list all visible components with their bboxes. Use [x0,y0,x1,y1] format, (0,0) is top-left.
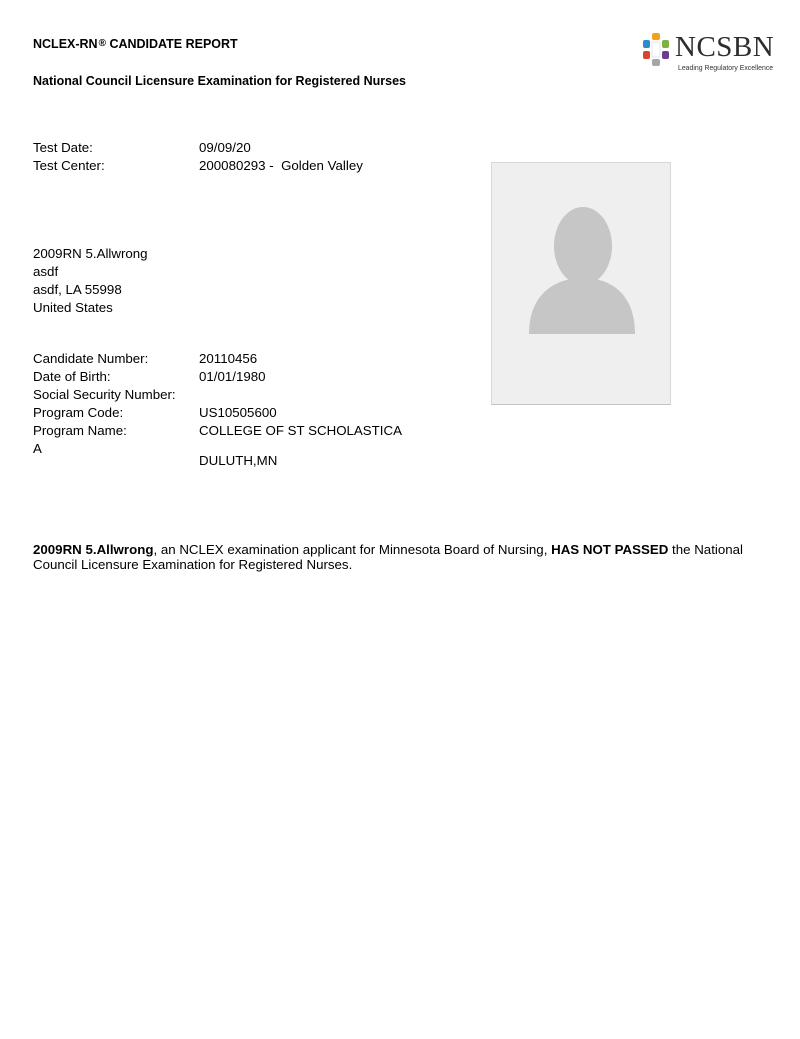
test-center-label: Test Center: [33,158,105,173]
address-line1: asdf [33,264,59,279]
test-date-label: Test Date: [33,140,93,155]
test-date-value: 09/09/20 [199,140,251,155]
program-name-wrap: A [33,441,42,456]
candidate-number-value: 20110456 [199,351,258,366]
program-city-value: DULUTH,MN [199,453,278,468]
report-title [33,37,238,51]
ssn-label: Social Security Number: [33,387,176,402]
address-country: United States [33,300,113,315]
report-title-exam: NCLEX-RN [33,37,98,51]
ncsbn-emblem-icon [640,31,672,71]
program-name-value: COLLEGE OF ST SCHOLASTICA [199,423,402,438]
test-center-value: 200080293 - Golden Valley [199,158,363,173]
result-candidate-name: 2009RN 5.Allwrong [33,542,154,557]
program-code-value: US10505600 [199,405,277,420]
address-line2: asdf, LA 55998 [33,282,122,297]
address-name: 2009RN 5.Allwrong [33,246,148,261]
report-subtitle: National Council Licensure Examination for Registered Nurses [33,74,407,88]
result-statement [33,542,763,572]
result-text-part2: the National Council Licensure Examination for Registered Nurses. [33,542,743,572]
person-silhouette-icon [492,163,670,404]
candidate-number-label: Candidate Number: [33,351,149,366]
report-title-suffix: CANDIDATE REPORT [109,37,238,51]
dob-value: 01/01/1980 [199,369,266,384]
program-code-label: Program Code: [33,405,124,420]
dob-label: Date of Birth: [33,369,111,384]
ncsbn-logo [640,31,780,75]
result-text-part1: , an NCLEX examination applicant for Minnesota Board of Nursing, [153,542,552,557]
logo-tagline: Leading Regulatory Excellence [678,63,774,72]
registered-mark: ® [98,38,106,49]
logo-wordmark: NCSBN [675,31,775,63]
result-status: HAS NOT PASSED [551,542,669,557]
program-name-label: Program Name: [33,423,127,438]
candidate-photo [491,162,671,405]
